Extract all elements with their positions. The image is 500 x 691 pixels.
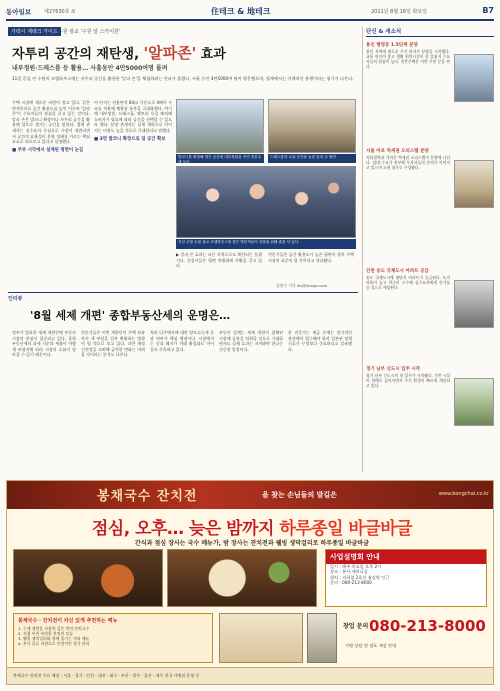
briefing-info-box	[325, 549, 487, 607]
crowd-photo-caption: 지난 주말 수원 광교 모델하우스를 찾은 방문객들이 상담을 위해 줄을 서 있다.	[176, 239, 356, 249]
top-story-headline	[12, 42, 352, 63]
second-story-column-4: 부동산 업계는 세제 개편이 침체된 시장에 숨통을 틔워줄 것으로 기대하면서도 실제 효과는 지켜봐야 한다는 신중한 입장이다.	[219, 330, 283, 352]
top-story-column-2	[94, 100, 172, 288]
second-story-column-2: 전문가들은 이번 개편안이 주택 보유자의 세 부담을 일부 완화하는 방향이 될 것으로 보고 있다. 다만 재정 건전성을 고려해 급격한 변화는 어려울 것이라는 분석도 나온다.	[81, 330, 145, 358]
top-story-column-3: ▶ 알파 존 효과는 다른 지역으로도 확산되는 분위기다. 건설사들은 평면 차별화에 사활을 걸고 있다.	[176, 252, 262, 269]
briefing-line: 일시 : 매주 목요일 오후 2시	[330, 564, 382, 569]
second-story-column-5: 한 전문가는 세금 문제는 장기적인 관점에서 접근해야 하며 일관된 정책 신호가 무엇보다 중요하다고 강조했다.	[288, 330, 352, 352]
second-story-column-1: 정부가 발표한 세제 개편안에 부동산 시장의 관심이 집중되고 있다. 종합부동산세의 과세 기준과 세율이 어떻게 바뀔지에 따라 시장의 흐름이 달라질 수 있기 때문이다.	[12, 330, 76, 358]
brief-title: 경기 남부 신도시 입주 시작	[366, 367, 421, 372]
menu-item: 3. 웰빙 생막걸리와 함께 즐기는 저녁 메뉴	[18, 636, 90, 642]
briefing-line: 위치 : 지하철 2호선 잠실역 인근	[330, 574, 390, 580]
brief-text: 용인 지역에 새로운 주거 단지가 분양을 시작했다. 교통 여건이 좋고 생활 편의시설이 잘 갖춰져 수요자들의 관심이 높다. 견본주택은 이번 주말 문을 연다.	[366, 49, 450, 69]
column-text: 이 단지는 전용면적 84㎡ 기준으로 4베이 구조를 적용해 채광과 통풍을 극대화했다. 여기에 내부정원, 드레스룸, 팬트리 등을 배치해 소비자가 필요에 따라 공간을 선택할 수 있도록 했다. 분양 관계자는 실제 계약으로 이어지는 비율도 높을 것으로 기대한다고 말했다.	[94, 100, 172, 133]
issue-number: 제27630호 ⑤	[44, 9, 76, 15]
right-column-header: 단신 & 새소식	[366, 27, 494, 37]
news-brief	[366, 148, 450, 170]
photo-caption: 발코니를 확장해 생긴 공간에 내부정원을 꾸민 견본주택 모습	[176, 154, 264, 163]
brief-text: 지하철역과 가까운 역세권 오피스텔이 분양에 나선다. 임대 수요가 풍부해 투자자들의 문의가 이어지고 있으며 소형 위주로 구성됐다.	[366, 155, 450, 170]
news-brief	[366, 268, 450, 290]
floorplan-photo	[268, 99, 356, 153]
second-story-column-3: 특히 다주택자에 대한 양도소득세 중과 여부가 핵심 쟁점이다. 시장에서는 중과 폐지가 거래 활성화로 이어질지 주목하고 있다.	[150, 330, 214, 352]
ad-slogan-prefix: 점심, 오후… 늦은 밤까지	[91, 519, 274, 539]
top-story-kicker-sub: 수원 광교 '수원 알 스카이원'	[58, 29, 121, 35]
headline-prefix: 자투리 공간의 재탄생,	[12, 47, 140, 62]
makgeolli-bottle-photo	[307, 613, 337, 663]
menu-box	[13, 613, 213, 663]
inline-subhead: ■ 주부 시각에서 설계된 평면이 눈길	[12, 147, 84, 153]
top-story-column-1	[12, 100, 90, 288]
ad-main-slogan	[17, 514, 487, 539]
page-number: B7	[482, 6, 494, 15]
headline-mark: '알파존'	[143, 44, 197, 62]
section-title: 住테크 & 地테크	[211, 7, 271, 16]
brief-photo	[454, 280, 494, 328]
brief-photo	[454, 54, 494, 102]
top-story-lead: 11일 문을 연 수원의 모델하우스에는 자투리 공간을 활용한 '알파 존'을 체험하려는 인파가 몰렸다. 사흘 동안 4만5000여 명이 방문했으며, 업계에서는 이례적인 흥행이라는 평가가 나온다.	[12, 76, 354, 81]
brief-photo	[454, 378, 494, 426]
contact-phone: 080-213-8000	[369, 617, 486, 635]
top-story-kicker-row	[8, 27, 358, 36]
menu-item: 1. 수제 생면을 사용한 깊은 맛의 잔치국수	[18, 626, 90, 631]
ad-tagline: 을 찾는 손님들의 발길은	[262, 491, 337, 499]
masthead	[6, 5, 494, 21]
top-story-column-4: 전문가들은 공간 활용도가 높은 평면이 향후 주택 시장의 표준이 될 것이라고 내다봤다.	[268, 252, 354, 263]
advertisement	[6, 480, 494, 685]
briefing-title: 사업설명회 안내	[326, 550, 486, 564]
menu-item: 4. 본사 물류 지원으로 안정적인 원가 관리	[18, 641, 90, 647]
briefing-line: 문의 : 080-213-8000	[330, 580, 372, 586]
section-divider	[8, 292, 358, 293]
paper-name: 동아일보	[6, 8, 32, 16]
garden-photo	[176, 99, 264, 153]
brief-title: 용인 행정동 1.5단계 분양	[366, 43, 418, 48]
inline-subhead: ■ 3면 발코니 확장으로 덤 공간 확보	[94, 136, 166, 142]
top-story-subhead: 내부정원·드레스룸 등 활용… 사흘동안 4만5000여명 몰려	[12, 65, 168, 72]
brief-photo	[454, 160, 494, 208]
ad-footer-text: 봉채국수 잔치전 주요 매장 : 서울 · 경기 · 인천 · 대전 · 대구 · 부산 · 광주 · 울산 · 제주 전국 가맹점 운영 중	[13, 673, 200, 678]
ad-url: www.bongchai.co.kr	[438, 491, 489, 497]
brief-title: 인천 송도 국제도시 아파트 공급	[366, 269, 429, 274]
publication-date: 2011년 8월 16일 화요일	[371, 9, 428, 15]
briefing-line: 장소 : 본사 세미나실	[330, 569, 368, 575]
brief-title: 서울 마포 역세권 오피스텔 분양	[366, 149, 429, 154]
headline-suffix: 효과	[200, 47, 226, 62]
ad-subtext: 간식과 점심 장사는 국수 메뉴가, 밤 장사는 잔치전과 웰빙 생막걸리로 하루종일 바글바글	[135, 540, 369, 547]
menu-item: 2. 직접 부친 바삭한 잔치전 모둠	[18, 631, 73, 637]
column-text: 주택 시장에 새로운 바람이 불고 있다. 같은 면적이라도 공간 활용도를 높인 이른바 '알파 존'이 수요자들의 관심을 끌고 있는 것이다. 알파 존은 발코니 확장이나 자투리 공간을 활용해 덤으로 생기는 공간을 말한다. 업계 관계자는 실수요자 중심으로 시장이 재편되면서 공간의 효율성이 분양 성패를 가르는 핵심 요소로 떠오르고 있다고 설명했다.	[12, 100, 90, 145]
second-story-headline: '8월 세제 개편' 종합부동산세의 운명은…	[30, 309, 231, 322]
second-story-label: 인터뷰	[8, 296, 23, 302]
product-photo	[219, 613, 303, 663]
food-photo	[13, 549, 163, 607]
crowd-photo	[176, 166, 356, 238]
brief-text: 경기 남부 신도시의 첫 입주가 시작됐다. 기반 시설이 차례로 들어서면서 주거 환경이 빠르게 개선되고 있다.	[366, 373, 450, 388]
top-story-photos	[176, 99, 356, 161]
menu-title: 봉채국수 · 잔치전이 자신 있게 추천하는 메뉴	[18, 618, 118, 624]
ad-brand: 봉채국수 잔치전	[97, 489, 198, 504]
news-brief	[366, 42, 450, 69]
ad-footer	[7, 667, 494, 685]
news-brief	[366, 366, 450, 388]
brief-text: 송도 국제도시에 대단지 아파트가 공급된다. 녹지 비율이 높고 학군이 우수해 실수요자에게 인기를 끌 것으로 예상된다.	[366, 275, 450, 290]
ad-banner	[7, 481, 494, 509]
top-story-kicker: 가락시 재테크 가이드	[8, 27, 61, 36]
contact-box	[343, 613, 487, 663]
food-photo	[167, 549, 317, 607]
contact-label: 창업 문의	[343, 623, 369, 630]
ad-slogan-emphasis: 하루종일 바글바글	[279, 519, 413, 539]
photo-caption: 드레스룸과 수납 공간을 늘린 알파 존 평면	[268, 154, 356, 163]
contact-subtext: 가맹 상담 및 점포 개설 안내	[345, 643, 397, 648]
byline: 김현수 기자 lhs@donga.com	[276, 283, 328, 288]
